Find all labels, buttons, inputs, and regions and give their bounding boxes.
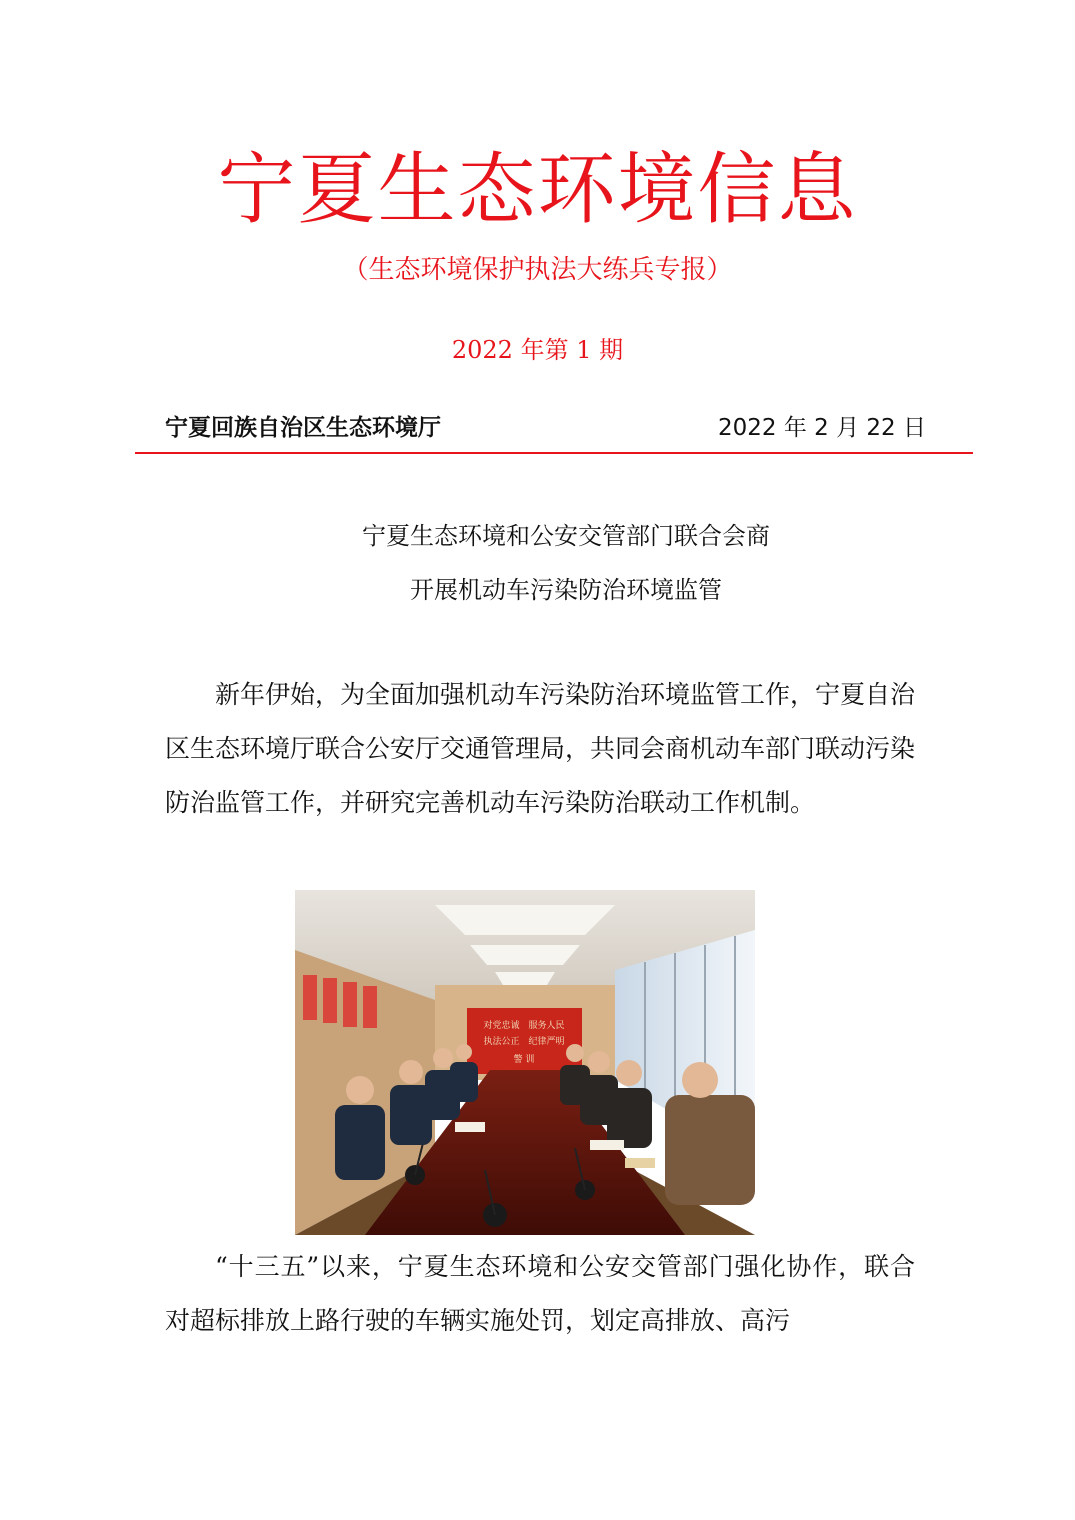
issue-number: 2022 年第 1 期 xyxy=(451,336,624,364)
issue-date: 2022 年 2 月 22 日 xyxy=(718,415,926,441)
meeting-photo xyxy=(295,890,755,1235)
banner-line-3: 警 训 xyxy=(513,1055,535,1065)
issuing-organization: 宁夏回族自治区生态环境厅 xyxy=(165,414,441,441)
article-paragraph-2: “十三五”以来，宁夏生态环境和公安交管部门强化协作，联合对超标排放上路行驶的车辆实施处罚，划定高排放、高污 xyxy=(165,1252,915,1335)
header-divider xyxy=(135,452,973,454)
article-paragraph-1: 新年伊始，为全面加强机动车污染防治环境监管工作，宁夏自治区生态环境厅联合公安厅交通管理局，共同会商机动车部门联动污染防治监管工作，并研究完善机动车污染防治联动工作机制。 xyxy=(165,680,916,817)
masthead-subtitle: （生态环境保护执法大练兵专报） xyxy=(342,255,733,285)
banner-line-2: 执法公正 纪律严明 xyxy=(483,1037,565,1047)
banner-line-1: 对党忠诚 服务人民 xyxy=(483,1021,565,1031)
article-title-line2: 开展机动车污染防治环境监管 xyxy=(410,576,722,604)
masthead-title: 宁夏生态环境信息 xyxy=(217,145,858,235)
article-title-line1: 宁夏生态环境和公安交管部门联合会商 xyxy=(362,522,770,550)
